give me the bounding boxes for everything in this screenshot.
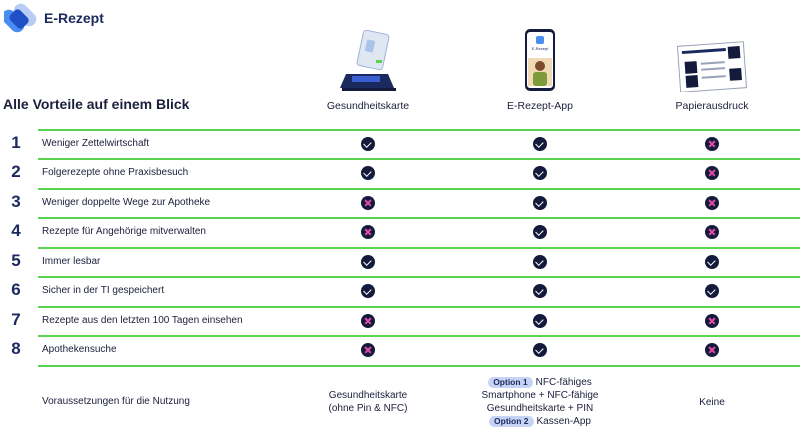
cross-icon [705, 343, 719, 357]
logo-icon [4, 2, 38, 34]
cell-paper [705, 284, 719, 298]
brand-name: E-Rezept [44, 10, 104, 26]
page-title: Alle Vorteile auf einem Blick [3, 96, 190, 112]
phone-screen-label: E-Rezept [531, 46, 549, 51]
check-icon [361, 137, 375, 151]
table-row [0, 336, 800, 365]
table-row [0, 130, 800, 159]
cell-paper [705, 166, 719, 180]
column-label-app: E-Rezept-App [507, 100, 573, 112]
column-header-app [455, 28, 625, 112]
phone-illustration [455, 28, 625, 92]
table-row [0, 307, 800, 336]
cell-app [533, 166, 547, 180]
brand-logo [4, 2, 104, 34]
cell-paper [705, 196, 719, 210]
cell-app [533, 284, 547, 298]
row-label: Immer lesbar [42, 256, 101, 267]
row-number: 2 [11, 162, 21, 181]
row-label: Apothekensuche [42, 344, 117, 355]
row-number: 3 [11, 192, 21, 211]
row-label: Folgerezepte ohne Praxisbesuch [42, 167, 189, 178]
row-number: 6 [11, 280, 21, 299]
check-icon [533, 166, 547, 180]
cross-icon [705, 225, 719, 239]
cell-app [533, 255, 547, 269]
cross-icon [361, 196, 375, 210]
column-header-card [283, 28, 453, 112]
row-number: 1 [11, 133, 21, 152]
check-icon [533, 343, 547, 357]
option-2-badge: Option 2 [489, 416, 533, 427]
row-label: Rezepte aus den letzten 100 Tagen einsehen [42, 315, 243, 326]
check-icon [361, 284, 375, 298]
cell-paper [705, 255, 719, 269]
row-label: Weniger Zettelwirtschaft [42, 138, 150, 149]
requirements-card-line: (ohne Pin & NFC) [328, 403, 408, 414]
row-number: 8 [11, 339, 21, 358]
cell-card [361, 284, 375, 298]
cell-paper [705, 225, 719, 239]
column-label-card: Gesundheitskarte [326, 100, 410, 112]
requirements-label: Voraussetzungen für die Nutzung [42, 396, 190, 407]
requirements-app [455, 376, 625, 428]
option-2-text: Kassen-App [536, 416, 591, 427]
cross-icon [361, 343, 375, 357]
table-row [0, 277, 800, 306]
cell-app [533, 196, 547, 210]
row-divider [38, 365, 800, 367]
cell-card [361, 225, 375, 239]
check-icon [361, 255, 375, 269]
option-1-line: Smartphone + NFC-fähige [481, 390, 599, 401]
requirements-paper: Keine [699, 397, 725, 408]
check-icon [705, 255, 719, 269]
check-icon [361, 166, 375, 180]
check-icon [533, 284, 547, 298]
row-number: 5 [11, 251, 21, 270]
cell-app [533, 314, 547, 328]
cell-app [533, 343, 547, 357]
row-number: 7 [11, 310, 21, 329]
row-number: 4 [11, 221, 21, 240]
cell-card [361, 343, 375, 357]
cell-paper [705, 314, 719, 328]
cross-icon [705, 196, 719, 210]
option-1-line: NFC-fähiges [535, 377, 592, 388]
check-icon [533, 196, 547, 210]
requirements-card [283, 389, 453, 415]
cross-icon [705, 314, 719, 328]
cell-card [361, 255, 375, 269]
paper-printout-illustration [627, 28, 797, 92]
cross-icon [361, 314, 375, 328]
row-label: Rezepte für Angehörige mitverwalten [42, 226, 206, 237]
table-row [0, 159, 800, 188]
check-icon [533, 225, 547, 239]
check-icon [533, 255, 547, 269]
card-reader-illustration [283, 28, 453, 92]
cross-icon [705, 137, 719, 151]
row-label: Sicher in der TI gespeichert [42, 285, 165, 296]
column-label-paper: Papierausdruck [675, 100, 749, 112]
table-row [0, 218, 800, 247]
cell-paper [705, 137, 719, 151]
cell-card [361, 166, 375, 180]
cell-paper [705, 343, 719, 357]
cell-app [533, 137, 547, 151]
check-icon [533, 314, 547, 328]
column-header-paper [627, 28, 797, 112]
cross-icon [705, 166, 719, 180]
table-row [0, 248, 800, 277]
option-1-line: Gesundheitskarte + PIN [486, 403, 594, 414]
cell-card [361, 137, 375, 151]
check-icon [705, 284, 719, 298]
cell-card [361, 314, 375, 328]
cell-app [533, 225, 547, 239]
cross-icon [361, 225, 375, 239]
requirements-card-line: Gesundheitskarte [328, 390, 408, 401]
check-icon [533, 137, 547, 151]
option-1-badge: Option 1 [488, 377, 532, 388]
row-label: Weniger doppelte Wege zur Apotheke [42, 197, 211, 208]
cell-card [361, 196, 375, 210]
table-row [0, 189, 800, 218]
